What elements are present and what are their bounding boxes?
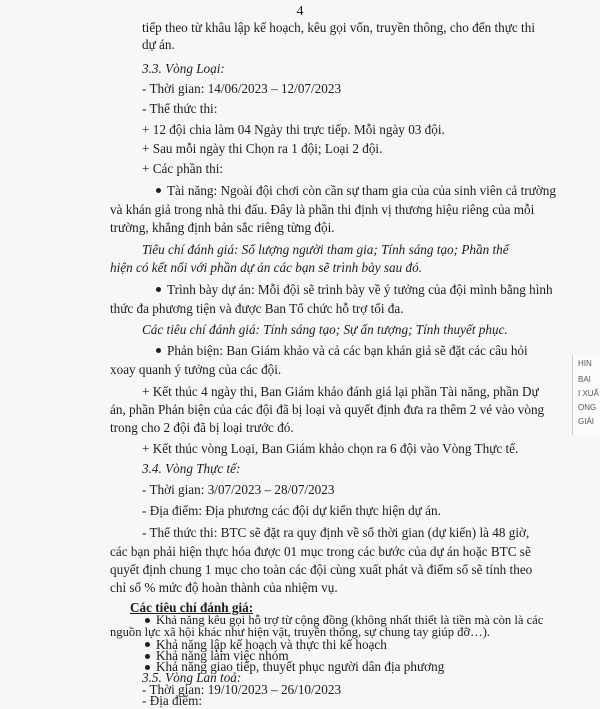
text-line: - Địa điểm:	[142, 692, 203, 708]
margin-fragment: HIN	[578, 359, 592, 368]
section-heading-3-5: 3.5. Vòng Lan toả:	[142, 670, 242, 686]
bullet-item: Khả năng kêu gọi hỗ trợ từ cộng đồng (không nhất thiết là tiền mà còn là các	[145, 612, 543, 629]
text-line: các bạn phải hiện thực hóa được 01 mục trong các bước của dự án hoặc BTC sẽ	[110, 544, 531, 559]
text-line: + Kết thúc 4 ngày thi, Ban Giám khảo đánh giá lại phần Tài năng, phần Dự	[142, 384, 539, 399]
bullet-dot	[156, 188, 161, 193]
text-line: dự án.	[142, 37, 175, 52]
text-line: trong cho 2 đội đã bị loại trước đó.	[110, 420, 294, 435]
text-line: - Thời gian: 14/06/2023 – 12/07/2023	[142, 81, 342, 96]
bullet-item: Trình bày dự án: Mỗi đội sẽ trình bày về ý tưởng của đội mình bằng hình	[156, 281, 553, 298]
bullet-item: Khả năng làm việc nhóm	[145, 647, 289, 664]
text-line: + Sau mỗi ngày thi Chọn ra 1 đội; Loại 2 đội.	[142, 141, 383, 156]
italic-criteria-line: Các tiêu chí đánh giá: Tính sáng tạo; Sự ấn tượng; Tính thuyết phục.	[142, 322, 508, 337]
text-line: - Địa điểm: Địa phương các đội dự kiến thực hiện dự án.	[142, 503, 441, 518]
bullet-dot	[156, 287, 161, 292]
text-line: nguồn lực xã hội khác như hiện vật, truyền thông, sự chung tay giúp đỡ…).	[110, 624, 491, 639]
margin-fragment: GIÁI	[578, 417, 595, 426]
text-line: và khán giả trong nhà thi đấu. Đây là phần thi định vị thương hiệu riêng của mỗi	[110, 202, 535, 217]
bullet-item: Khả năng lập kế hoạch và thực thi kế hoạch	[145, 636, 387, 653]
text-line: + 12 đội chia làm 04 Ngày thi trực tiếp. Mỗi ngày 03 đội.	[142, 122, 445, 137]
text-line: án, phần Phản biện của các đội đã bị loại và quyết định đưa ra thêm 2 vé vào vòng	[110, 402, 545, 417]
margin-fragment: BAI	[578, 375, 591, 384]
bullet-dot	[156, 348, 161, 353]
text-line: - Thời gian: 3/07/2023 – 28/07/2023	[142, 482, 335, 497]
text-line: tiếp theo từ khâu lập kế hoạch, kêu gọi vốn, truyền thông, cho đến thực thi	[142, 20, 535, 35]
margin-fragment: ONG	[578, 403, 597, 412]
text-line: - Thời gian: 19/10/2023 – 26/10/2023	[142, 681, 342, 697]
text-line: - Thể thức thi: BTC sẽ đặt ra quy định về số thời gian (dự kiến) là 48 giờ,	[142, 525, 530, 540]
text-line: chỉ số % mức độ hoàn thành của nhiệm vụ.	[110, 580, 338, 595]
text-line: quyết định chung 1 mục cho toàn các đội cùng xuất phát và điểm số sẽ tính theo	[110, 562, 533, 577]
bullet-item: Phản biện: Ban Giám khảo và cả các bạn khán giả sẽ đặt các câu hỏi	[156, 342, 528, 359]
text-line: thức đa phương tiện và được Ban Tổ chức hỗ trợ tối đa.	[110, 301, 404, 316]
bullet-item: Tài năng: Ngoài đội chơi còn cần sự tham gia của của sinh viên cả trường	[156, 182, 556, 199]
criteria-heading: Các tiêu chí đánh giá:	[130, 600, 254, 615]
bullet-dot	[145, 618, 150, 623]
text-line: trường, khẳng định bản sắc riêng từng đội.	[110, 220, 335, 235]
text-line: + Các phần thi:	[142, 161, 224, 176]
bullet-item: Khả năng giao tiếp, thuyết phục người dân địa phương	[145, 658, 444, 675]
page-number: 4	[296, 4, 304, 19]
section-heading-3-3: 3.3. Vòng Loại:	[142, 61, 225, 76]
text-line: + Kết thúc vòng Loại, Ban Giám khảo chọn ra 6 đội vào Vòng Thực tế.	[142, 441, 519, 456]
margin-fragment: I XUẤ	[578, 389, 599, 398]
text-line: xoay quanh ý tưởng của các đội.	[110, 362, 282, 377]
italic-criteria-line: hiện có kết nối với phần dự án các bạn sẽ trình bày sau đó.	[110, 260, 422, 275]
italic-criteria-line: Tiêu chí đánh giá: Số lượng người tham gia; Tính sáng tạo; Phần thể	[142, 242, 509, 257]
text-line: - Thể thức thi:	[142, 101, 218, 116]
section-heading-3-4: 3.4. Vòng Thực tế:	[142, 461, 241, 476]
